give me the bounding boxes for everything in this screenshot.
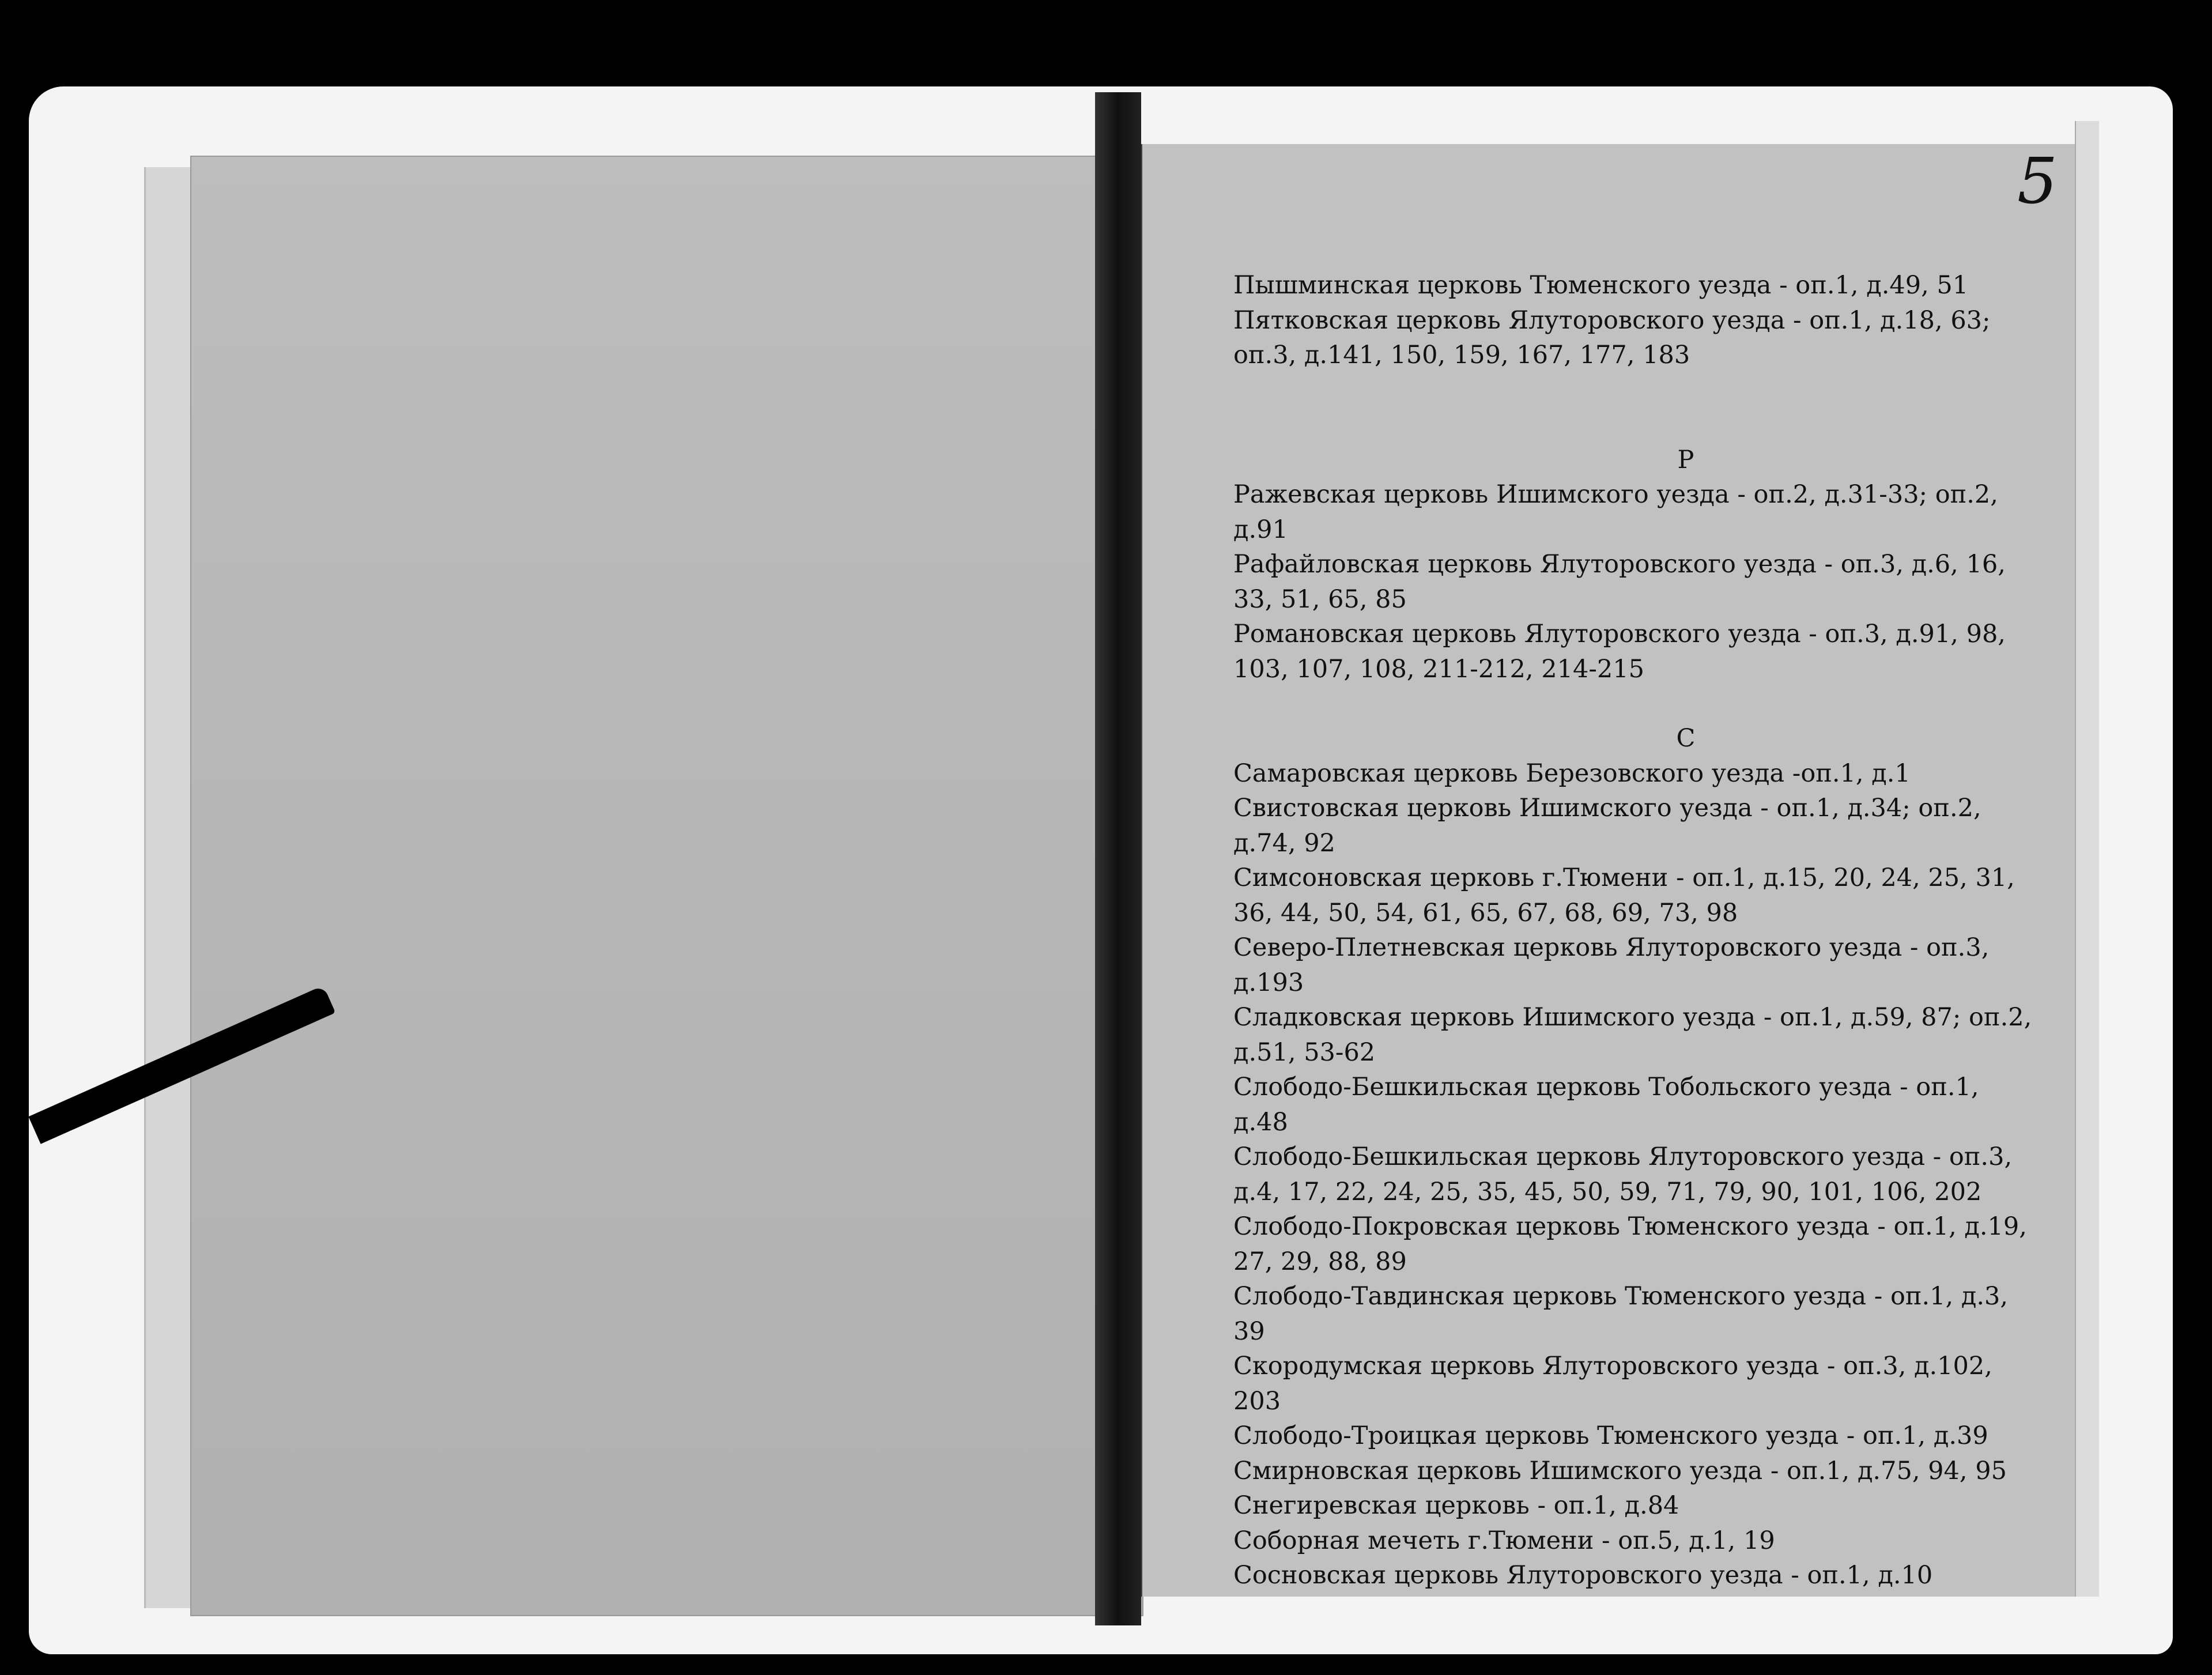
index-entry: Слободо-Тавдинская церковь Тюменского уезда - оп.1, д.3, 39 xyxy=(1233,1282,2009,1346)
index-entry: Слободо-Бешкильская церковь Ялуторовского уезда - оп.3, д.4, 17, 22, 24, 25, 35, 45, 50, 59, 71, 79, 90, 101, 106, 202 xyxy=(1233,1142,2013,1206)
index-entry: Рафайловская церковь Ялуторовского уезда - оп.3, д.6, 16, 33, 51, 65, 85 xyxy=(1233,550,2006,614)
index-entry: Скородумская церковь Ялуторовского уезда - оп.3, д.102, 203 xyxy=(1233,1352,1992,1416)
index-entry: Пышминская церковь Тюменского уезда - оп.1, д.49, 51 xyxy=(1233,271,1969,300)
index-entry: Смирновская церковь Ишимского уезда - оп.1, д.75, 94, 95 xyxy=(1233,1456,2007,1485)
index-entry: Слободо-Троицкая церковь Тюменского уезда - оп.1, д.39 xyxy=(1233,1421,1988,1450)
index-entry: Соборная мечеть г.Тюмени - оп.5, д.1, 19 xyxy=(1233,1526,1775,1555)
page-number: 5 xyxy=(2017,144,2058,218)
left-page-blank xyxy=(190,156,1143,1616)
index-entry: Сосновская церковь Ялуторовского уезда - оп.1, д.10 xyxy=(1233,1561,1933,1590)
index-entry: Свистовская церковь Ишимского уезда - оп.1, д.34; оп.2, д.74, 92 xyxy=(1233,794,1981,858)
index-section-r xyxy=(1233,443,2040,687)
index-entry: Северо-Плетневская церковь Ялуторовского уезда - оп.3, д.193 xyxy=(1233,933,1990,997)
index-section-p xyxy=(1233,268,2040,373)
index-entry: Снегиревская церковь - оп.1, д.84 xyxy=(1233,1491,1679,1520)
index-entry: Симсоновская церковь г.Тюмени - оп.1, д.15, 20, 24, 25, 31, 36, 44, 50, 54, 61, 65, 67, 68, 69, 73, 98 xyxy=(1233,863,2015,927)
index-entry: Романовская церковь Ялуторовского уезда - оп.3, д.91, 98, 103, 107, 108, 211-212, 214-215 xyxy=(1233,620,2006,684)
index-entry: Пятковская церковь Ялуторовского уезда - оп.1, д.18, 63; оп.3, д.141, 150, 159, 167, 177, 183 xyxy=(1233,305,1991,369)
index-entry: Самаровская церковь Березовского уезда -оп.1, д.1 xyxy=(1233,759,1911,788)
index-entry: Сладковская церковь Ишимского уезда - оп.1, д.59, 87; оп.2, д.51, 53-62 xyxy=(1233,1003,2032,1067)
index-entry: Ражевская церковь Ишимского уезда - оп.2, д.31-33; оп.2, д.91 xyxy=(1233,480,1998,544)
index-entry: Слободо-Бешкильская церковь Тобольского уезда - оп.1, д.48 xyxy=(1233,1073,1979,1137)
index-content xyxy=(1233,268,2040,1593)
section-letter: С xyxy=(1676,724,1696,753)
right-page-stack-edge xyxy=(2075,121,2099,1597)
book-spine xyxy=(1095,92,1141,1625)
section-letter: Р xyxy=(1677,445,1694,474)
index-section-s xyxy=(1233,721,2040,1593)
index-entry: Слободо-Покровская церковь Тюменского уезда - оп.1, д.19, 27, 29, 88, 89 xyxy=(1233,1212,2027,1276)
